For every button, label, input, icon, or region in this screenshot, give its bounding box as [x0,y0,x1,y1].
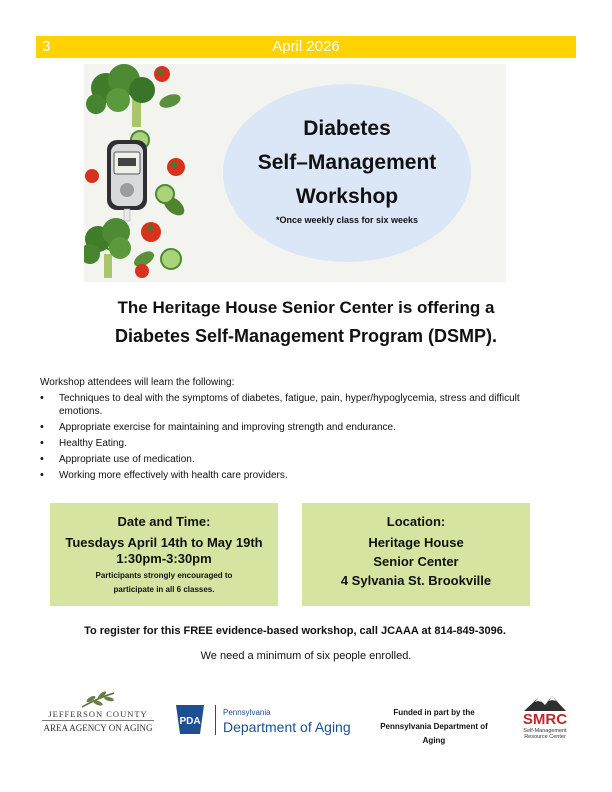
headline-line-1: The Heritage House Senior Center is offering a [117,298,495,317]
funding-line: Pennsylvania Department of [380,722,488,731]
location-address: 4 Sylvania St. Brookville [340,573,492,588]
list-item: • Working more effectively with health care providers. [40,469,540,482]
tomato-icon [141,222,161,242]
basil-leaf-icon [158,92,183,111]
tomato-icon [135,264,149,278]
pda-department: Department of Aging [223,719,351,735]
time-range: 1:30pm-3:30pm [116,551,212,566]
pda-divider [215,705,216,735]
funding-note [372,706,496,748]
location-title: Location: [386,514,446,529]
date-time-box [50,503,278,606]
list-item: • Healthy Eating. [40,437,540,450]
keystone-icon [174,703,206,736]
page-number: 3 [42,38,51,55]
broccoli-top-icon [86,64,155,127]
attendance-note-line: participate in all 6 classes. [113,585,215,594]
issue-date: April 2026 [272,38,340,55]
hero-title [223,112,471,214]
smrc-subtitle-line: Resource Center [524,734,566,740]
pda-badge-text: PDA [179,716,201,727]
smrc-subtitle [514,728,576,740]
smrc-subtitle-line: Self-Management [523,728,567,734]
mountain-icon [514,694,576,712]
attendance-note [50,569,278,597]
smrc-logo [514,694,576,744]
smrc-wordmark: SMRC [522,711,568,728]
headline-line-2: Diabetes Self-Management Program (DSMP). [114,326,498,346]
hero-title-line: Workshop [295,185,399,208]
location-line: Heritage House [368,535,464,550]
hero-title-line: Diabetes [303,117,391,140]
learn-list [40,392,540,485]
funding-line: Aging [422,736,446,745]
tomato-icon [85,169,99,183]
hero-title-line: Self–Management [257,151,437,174]
jc-logo-rule [42,720,154,721]
jc-logo-line2: AREA AGENCY ON AGING [43,723,153,733]
location-line: Senior Center [373,554,459,569]
header-bar [36,36,576,58]
attendance-note-line: Participants strongly encouraged to [95,571,233,580]
glucose-meter-icon [107,140,147,221]
list-item: • Appropriate use of medication. [40,453,540,466]
location-box [302,503,530,606]
cucumber-slice-icon [161,249,181,269]
hero-image [84,64,506,282]
pa-department-of-aging-logo [174,703,364,737]
funding-line: Funded in part by the [393,708,475,717]
registration-text: To register for this FREE evidence-based workshop, call JCAAA at 814-849-3096. [84,625,506,637]
pda-state: Pennsylvania [223,708,271,717]
date-time-title: Date and Time: [117,514,211,529]
hero-note: *Once weekly class for six weeks [275,215,419,225]
list-item: • Techniques to deal with the symptoms of diabetes, fatigue, pain, hyper/hypoglycemia, stress and difficult emotions. [40,392,540,418]
jc-logo-line1: JEFFERSON COUNTY [48,709,148,719]
olive-branch-icon [36,690,160,710]
jefferson-county-logo [36,690,160,742]
learn-intro: Workshop attendees will learn the following: [40,377,235,388]
cucumber-slice-icon [156,185,174,203]
minimum-enrollment: We need a minimum of six people enrolled. [200,650,412,662]
date-range: Tuesdays April 14th to May 19th [65,535,263,550]
list-item: • Appropriate exercise for maintaining and improving strength and endurance. [40,421,540,434]
